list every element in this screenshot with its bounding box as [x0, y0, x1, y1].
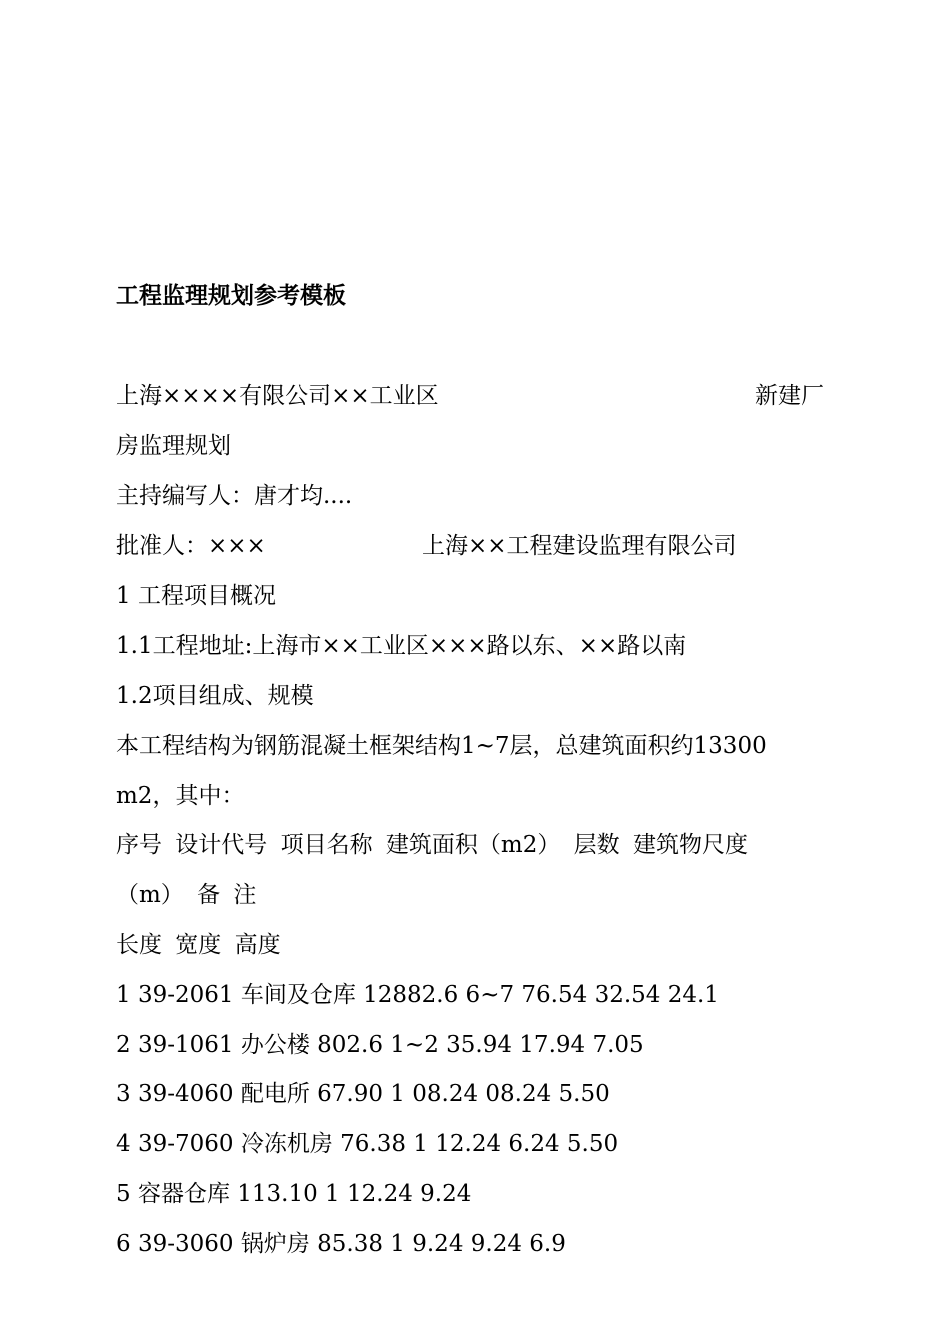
author-line: 主持编写人：唐才均.... [116, 483, 353, 509]
section-1-heading: 1 工程项目概况 [116, 583, 276, 609]
heading-line1-right: 新建厂 [755, 383, 824, 409]
heading-line2: 房监理规划 [116, 433, 231, 459]
table-row: 4 39-7060 冷冻机房 76.38 1 12.24 6.24 5.50 [116, 1131, 619, 1157]
section-1-1-address: 1.1工程地址:上海市××工业区×××路以东、××路以南 [116, 633, 687, 659]
document-title: 工程监理规划参考模板 [116, 283, 346, 309]
table-row: 3 39-4060 配电所 67.90 1 08.24 08.24 5.50 [116, 1081, 610, 1107]
table-row: 1 39-2061 车间及仓库 12882.6 6~7 76.54 32.54 24.1 [116, 982, 719, 1008]
heading-line1-left: 上海××××有限公司××工业区 [116, 383, 439, 409]
table-subheader: 长度 宽度 高度 [116, 932, 281, 958]
table-row: 5 容器仓库 113.10 1 12.24 9.24 [116, 1181, 472, 1207]
table-header-line-1: 序号 设计代号 项目名称 建筑面积（m2） 层数 建筑物尺度 [116, 832, 748, 858]
table-row: 2 39-1061 办公楼 802.6 1~2 35.94 17.94 7.05 [116, 1032, 644, 1058]
body-line-2: m2，其中： [116, 783, 245, 809]
table-header-line-2: （m） 备 注 [116, 882, 257, 908]
table-row: 6 39-3060 锅炉房 85.38 1 9.24 9.24 6.9 [116, 1231, 566, 1257]
section-1-2-heading: 1.2项目组成、规模 [116, 683, 314, 709]
approver-left: 批准人：××× [116, 533, 266, 559]
body-line-1: 本工程结构为钢筋混凝土框架结构1~7层，总建筑面积约13300 [116, 733, 767, 759]
approver-right: 上海××工程建设监理有限公司 [422, 533, 737, 559]
